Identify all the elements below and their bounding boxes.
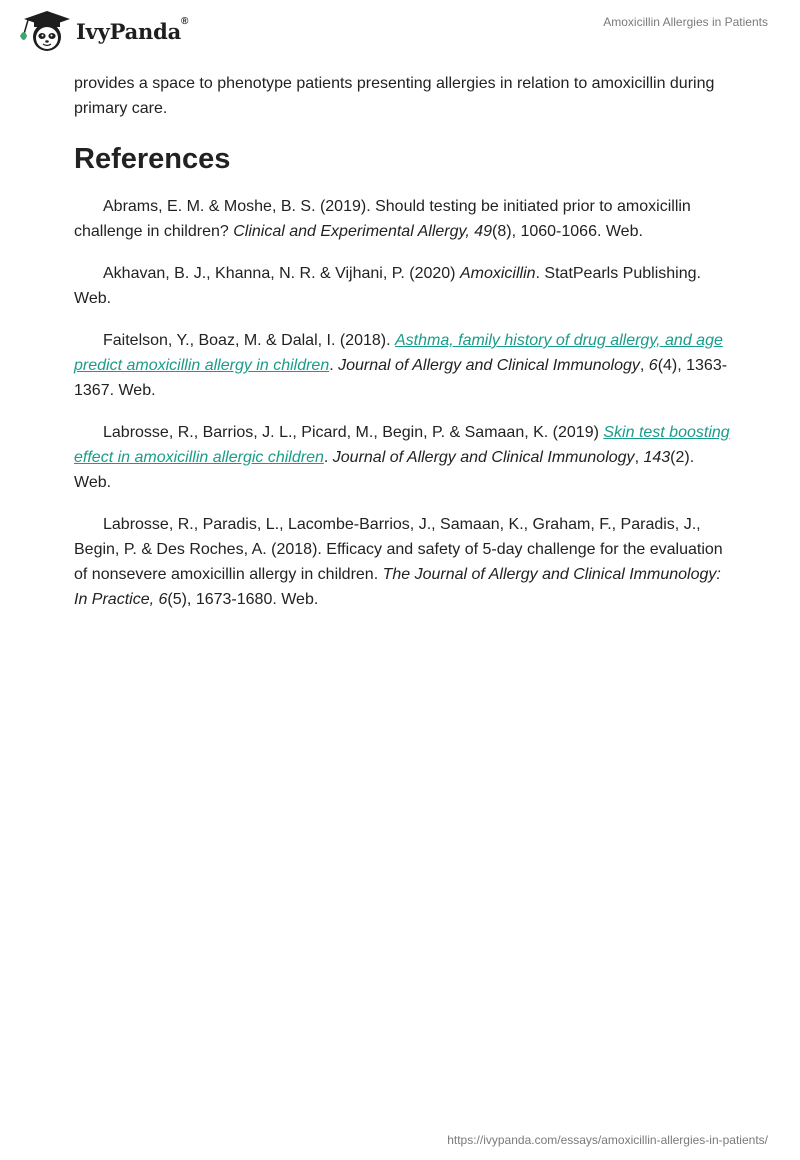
logo-text: IvyPanda® — [76, 15, 189, 44]
footer-url[interactable]: https://ivypanda.com/essays/amoxicillin-allergies-in-patients/ — [447, 1133, 768, 1147]
reference-link[interactable]: Skin test boosting effect in amoxicillin allergic children — [74, 424, 730, 466]
references-list — [74, 194, 734, 612]
ivypanda-logo[interactable] — [14, 8, 188, 54]
panda-logo-icon — [14, 8, 74, 54]
references-heading: References — [74, 143, 231, 175]
reference-item: Labrosse, R., Barrios, J. L., Picard, M., Begin, P. & Samaan, K. (2019) Skin test boosting effect in amoxicillin allergic children. Journal of Allergy and Clinical Immunology, 143(2). Web. — [74, 424, 730, 491]
intro-paragraph: provides a space to phenotype patients presenting allergies in relation to amoxicillin during primary care. — [74, 75, 715, 117]
reference-item: Abrams, E. M. & Moshe, B. S. (2019). Should testing be initiated prior to amoxicillin challenge in children? Clinical and Experimental Allergy, 49(8), 1060-1066. Web. — [74, 198, 691, 240]
reference-item: Labrosse, R., Paradis, L., Lacombe-Barrios, J., Samaan, K., Graham, F., Paradis, J., Begin, P. & Des Roches, A. (2018). Efficacy and safety of 5-day challenge for the evaluation of nonsevere amoxicillin allergy in children. The Journal of Allergy and Clinical Immunology: In Practice, 6(5), 1673-1680. Web. — [74, 516, 723, 608]
document-body — [74, 71, 734, 629]
page-header — [0, 0, 800, 60]
reference-item: Faitelson, Y., Boaz, M. & Dalal, I. (2018). Asthma, family history of drug allergy, and age predict amoxicillin allergy in children. Journal of Allergy and Clinical Immunology, 6(4), 1363-1367. Web. — [74, 332, 728, 399]
document-title: Amoxicillin Allergies in Patients — [603, 15, 768, 29]
reference-item: Akhavan, B. J., Khanna, N. R. & Vijhani, P. (2020) Amoxicillin. StatPearls Publishing. Web. — [74, 265, 701, 307]
reference-link[interactable]: Asthma, family history of drug allergy, and age predict amoxicillin allergy in children — [74, 332, 723, 374]
